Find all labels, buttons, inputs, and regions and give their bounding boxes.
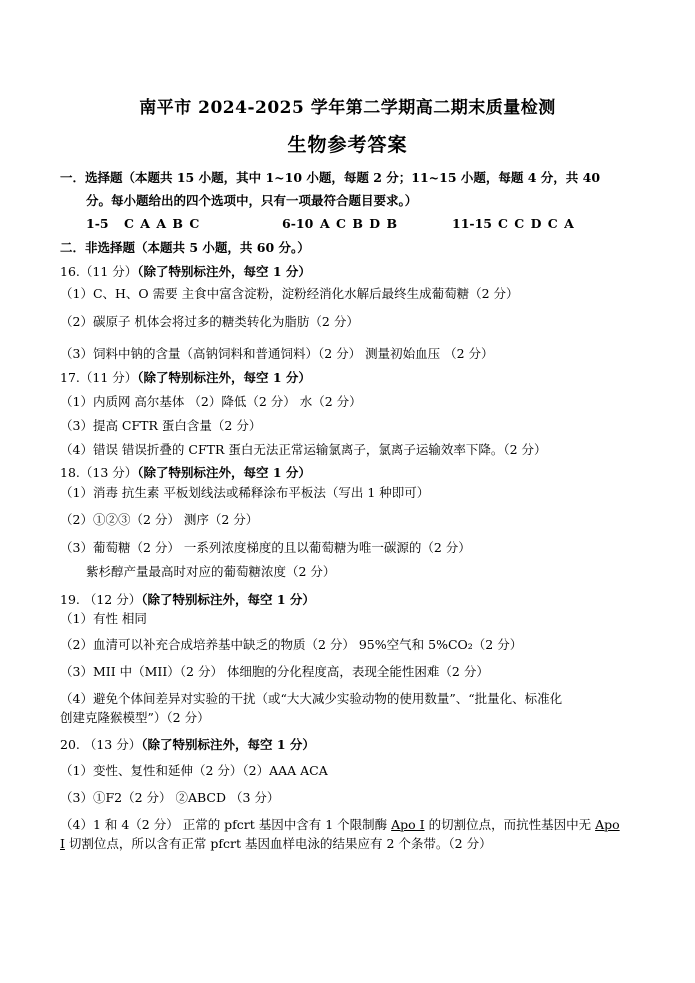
q20-answer-3-text-b: 的切割位点，而抗性基因中无	[424, 817, 596, 832]
q20-answer-2: （3）①F2（2 分） ②ABCD （3 分）	[60, 790, 280, 805]
q16-number: 16.（11 分）	[60, 264, 138, 279]
section1-heading-line1: 一．选择题（本题共 15 小题，其中 1~10 小题，每题 2 分；11~15 小题，每题 4 分，共 40	[60, 170, 601, 185]
q19-answer-2: （2）血清可以补充合成培养基中缺乏的物质（2 分） 95%空气和 5%CO₂（2 分）	[60, 637, 523, 652]
q18-answer-2: （2）①②③（2 分） 测序（2 分）	[60, 512, 259, 527]
q17-answer-3: （4）错误 错误折叠的 CFTR 蛋白无法正常运输氯离子，氯离子运输效率下降。（2 分）	[60, 442, 547, 457]
q16-note: （除了特别标注外，每空 1 分）	[137, 264, 311, 279]
q17-heading	[60, 370, 311, 386]
q20-answer-3-text-a: （4）1 和 4（2 分） 正常的 pfcrt 基因中含有 1 个限制酶	[60, 817, 392, 832]
q16-answer-1: （1）C、H、O 需要 主食中富含淀粉，淀粉经消化水解后最终生成葡萄糖（2 分）	[60, 286, 519, 301]
answer-group-2-answers: A C B D B	[320, 216, 398, 231]
answer-group-3-range: 11-15	[452, 216, 492, 231]
q19-answer-4: （4）避免个体间差异对实验的干扰（或“大大减少实验动物的使用数量”、“批量化、标准化	[60, 691, 563, 706]
q17-note: （除了特别标注外，每空 1 分）	[137, 370, 311, 385]
q16-answer-2: （2）碳原子 机体会将过多的糖类转化为脂肪（2 分）	[60, 314, 359, 329]
q16-answer-3: （3）饲料中钠的含量（高钠饲料和普通饲料）（2 分） 测量初始血压 （2 分）	[60, 346, 494, 361]
q20-note: （除了特别标注外，每空 1 分）	[141, 737, 315, 752]
q20-answer-3	[60, 817, 620, 833]
q18-heading	[60, 465, 311, 481]
q18-answer-3-continued: 紫杉醇产量最高时对应的葡萄糖浓度（2 分）	[86, 564, 336, 579]
q20-answer-3-text-c: 切割位点，所以含有正常 pfcrt 基因血样电泳的结果应有 2 个条带。（2 分）	[64, 836, 492, 851]
q16-heading	[60, 264, 311, 280]
q17-answer-1: （1）内质网 高尔基体 （2）降低（2 分） 水（2 分）	[60, 394, 362, 409]
q17-answer-2: （3）提高 CFTR 蛋白含量（2 分）	[60, 418, 262, 433]
document-subtitle: 生物参考答案	[287, 134, 408, 156]
q19-note: （除了特别标注外，每空 1 分）	[141, 592, 315, 607]
section2-heading: 二．非选择题（本题共 5 小题，共 60 分。）	[60, 240, 310, 255]
q19-answer-1: （1）有性 相同	[60, 611, 147, 626]
q20-heading	[60, 737, 315, 753]
q19-answer-4-continued: 创建克隆猴模型”）（2 分）	[60, 710, 210, 725]
q19-answer-3: （3）MII 中（MII）（2 分） 体细胞的分化程度高，表现全能性困难（2 分）	[60, 664, 489, 679]
q20-number: 20. （13 分）	[60, 737, 142, 752]
q20-answer-3-continued	[60, 836, 492, 852]
q20-answer-1: （1）变性、复性和延伸（2 分）（2）AAA ACA	[60, 763, 328, 778]
q18-answer-3: （3）葡萄糖（2 分） 一系列浓度梯度的且以葡萄糖为唯一碳源的（2 分）	[60, 540, 471, 555]
q18-answer-1: （1）消毒 抗生素 平板划线法或稀释涂布平板法（写出 1 种即可）	[60, 485, 430, 500]
q19-number: 19. （12 分）	[60, 592, 142, 607]
enzyme-name-apo-part2: I	[60, 836, 65, 851]
q17-number: 17.（11 分）	[60, 370, 138, 385]
answer-group-3-answers: C C D C A	[498, 216, 574, 231]
answer-group-2-range: 6-10	[282, 216, 314, 231]
q19-heading	[60, 592, 315, 608]
answer-group-1-answers: C A A B C	[124, 216, 200, 231]
document-title: 南平市 2024-2025 学年第二学期高二期末质量检测	[139, 98, 556, 118]
enzyme-name-apo-part: Apo	[595, 817, 620, 832]
q18-note: （除了特别标注外，每空 1 分）	[137, 465, 311, 480]
answer-group-1-range: 1-5	[86, 216, 109, 231]
enzyme-name-apo1: Apo I	[391, 817, 425, 832]
q18-number: 18.（13 分）	[60, 465, 138, 480]
section1-heading-line2: 分。每小题给出的四个选项中，只有一项最符合题目要求。）	[86, 193, 418, 208]
